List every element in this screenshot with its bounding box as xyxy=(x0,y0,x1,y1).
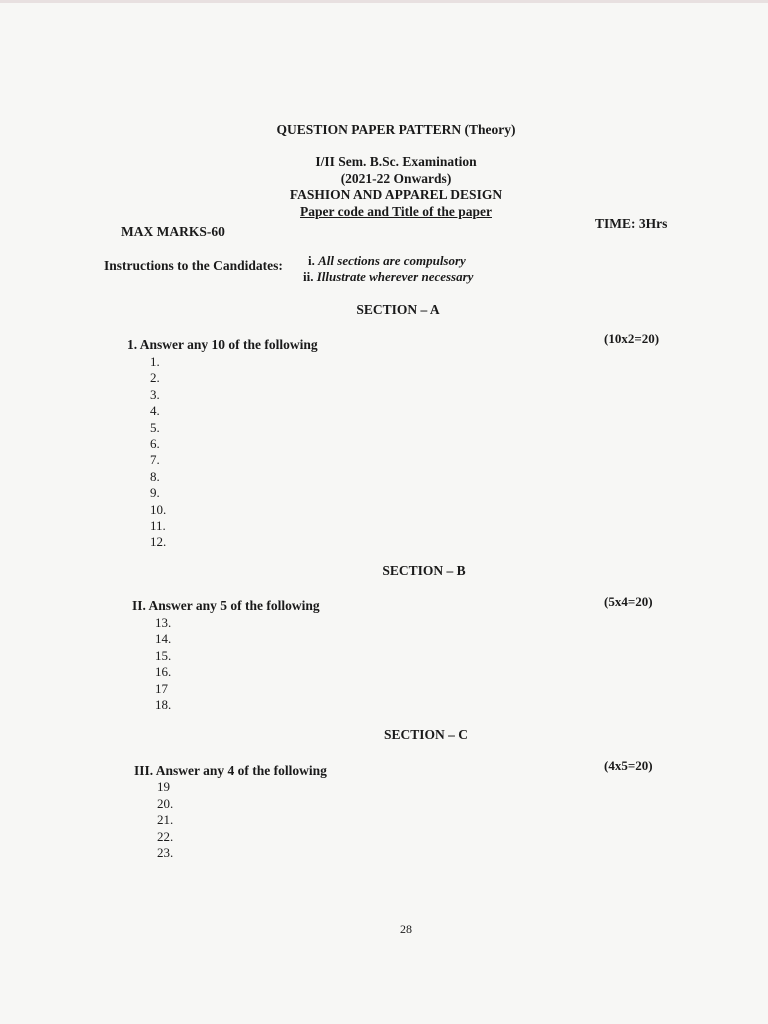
instruction-1-text: All sections are compulsory xyxy=(318,253,466,268)
question-item: 3. xyxy=(150,386,160,402)
question-item: 11. xyxy=(150,518,166,533)
question-item: 6. xyxy=(150,436,160,451)
question-item: 9. xyxy=(150,485,160,501)
section-a-marks: (10x2=20) xyxy=(604,331,660,346)
section-a-heading: SECTION – A xyxy=(356,302,440,317)
subject-title: FASHION AND APPAREL DESIGN xyxy=(289,187,503,202)
question-item: 12. xyxy=(150,534,167,550)
question-item: 2. xyxy=(150,370,160,386)
question-item: 7. xyxy=(150,452,160,468)
exam-line: I/II Sem. B.Sc. Examination xyxy=(315,154,477,169)
max-marks: MAX MARKS-60 xyxy=(121,224,225,239)
question-item: 14. xyxy=(155,631,172,647)
question-item: 15. xyxy=(155,647,172,663)
section-c-question: III. Answer any 4 of the following xyxy=(134,763,327,778)
question-item: 21. xyxy=(157,812,174,828)
instruction-1-prefix: i. xyxy=(308,253,315,268)
instruction-2 xyxy=(303,269,473,285)
question-item: 17 xyxy=(155,680,168,696)
question-item: 8. xyxy=(150,468,160,484)
section-b-marks: (5x4=20) xyxy=(604,594,653,609)
instruction-2-text: Illustrate wherever necessary xyxy=(316,269,474,284)
section-b-heading: SECTION – B xyxy=(382,563,466,578)
section-c-marks: (4x5=20) xyxy=(604,758,653,773)
question-item: 20. xyxy=(157,795,174,811)
page-number: 28 xyxy=(400,922,412,936)
question-item: 23. xyxy=(157,845,174,861)
instructions-label: Instructions to the Candidates: xyxy=(104,258,283,273)
instruction-2-prefix: ii. xyxy=(303,269,314,284)
question-item: 19 xyxy=(157,779,170,794)
question-item: 16. xyxy=(155,664,172,680)
instruction-1 xyxy=(308,253,466,269)
question-item: 1. xyxy=(150,354,160,369)
question-item: 13. xyxy=(155,615,172,630)
section-c-heading: SECTION – C xyxy=(383,727,469,742)
paper-title: QUESTION PAPER PATTERN (Theory) xyxy=(276,122,516,137)
question-item: 10. xyxy=(150,501,167,517)
time-allowed: TIME: 3Hrs xyxy=(595,216,668,231)
section-b-question: II. Answer any 5 of the following xyxy=(132,598,320,613)
year-line: (2021-22 Onwards) xyxy=(340,171,452,186)
question-item: 18. xyxy=(155,697,172,712)
question-item: 22. xyxy=(157,828,174,844)
question-item: 4. xyxy=(150,403,160,419)
question-item: 5. xyxy=(150,419,160,435)
section-a-question: 1. Answer any 10 of the following xyxy=(127,337,318,352)
paper-code-line: Paper code and Title of the paper xyxy=(300,204,492,219)
scan-edge xyxy=(0,0,768,3)
